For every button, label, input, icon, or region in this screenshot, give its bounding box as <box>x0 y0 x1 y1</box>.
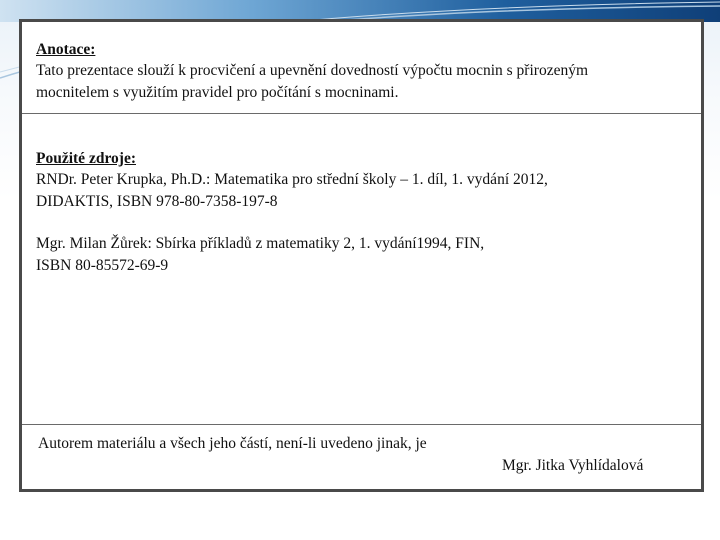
annotation-text-line-1: Tato prezentace slouží k procvičení a upevnění dovedností výpočtu mocnin s přirozeným <box>36 62 589 79</box>
source-2-line-2: ISBN 80-85572-69-9 <box>36 257 169 274</box>
section-divider-2 <box>22 424 701 425</box>
source-1-line-1: RNDr. Peter Krupka, Ph.D.: Matematika pro střední školy – 1. díl, 1. vydání 2012, <box>36 171 548 188</box>
sources-heading: Použité zdroje: <box>36 150 136 167</box>
annotation-text-line-2: mocnitelem s využitím pravidel pro počítání s mocninami. <box>36 84 399 101</box>
annotation-heading: Anotace: <box>36 41 96 58</box>
author-statement: Autorem materiálu a všech jeho částí, není-li uvedeno jinak, je <box>38 435 427 452</box>
author-name: Mgr. Jitka Vyhlídalová <box>502 457 644 474</box>
section-divider-1 <box>22 113 701 114</box>
content-frame <box>19 19 704 492</box>
source-2-line-1: Mgr. Milan Žůrek: Sbírka příkladů z matematiky 2, 1. vydání1994, FIN, <box>36 235 485 252</box>
source-1-line-2: DIDAKTIS, ISBN 978-80-7358-197-8 <box>36 193 278 210</box>
